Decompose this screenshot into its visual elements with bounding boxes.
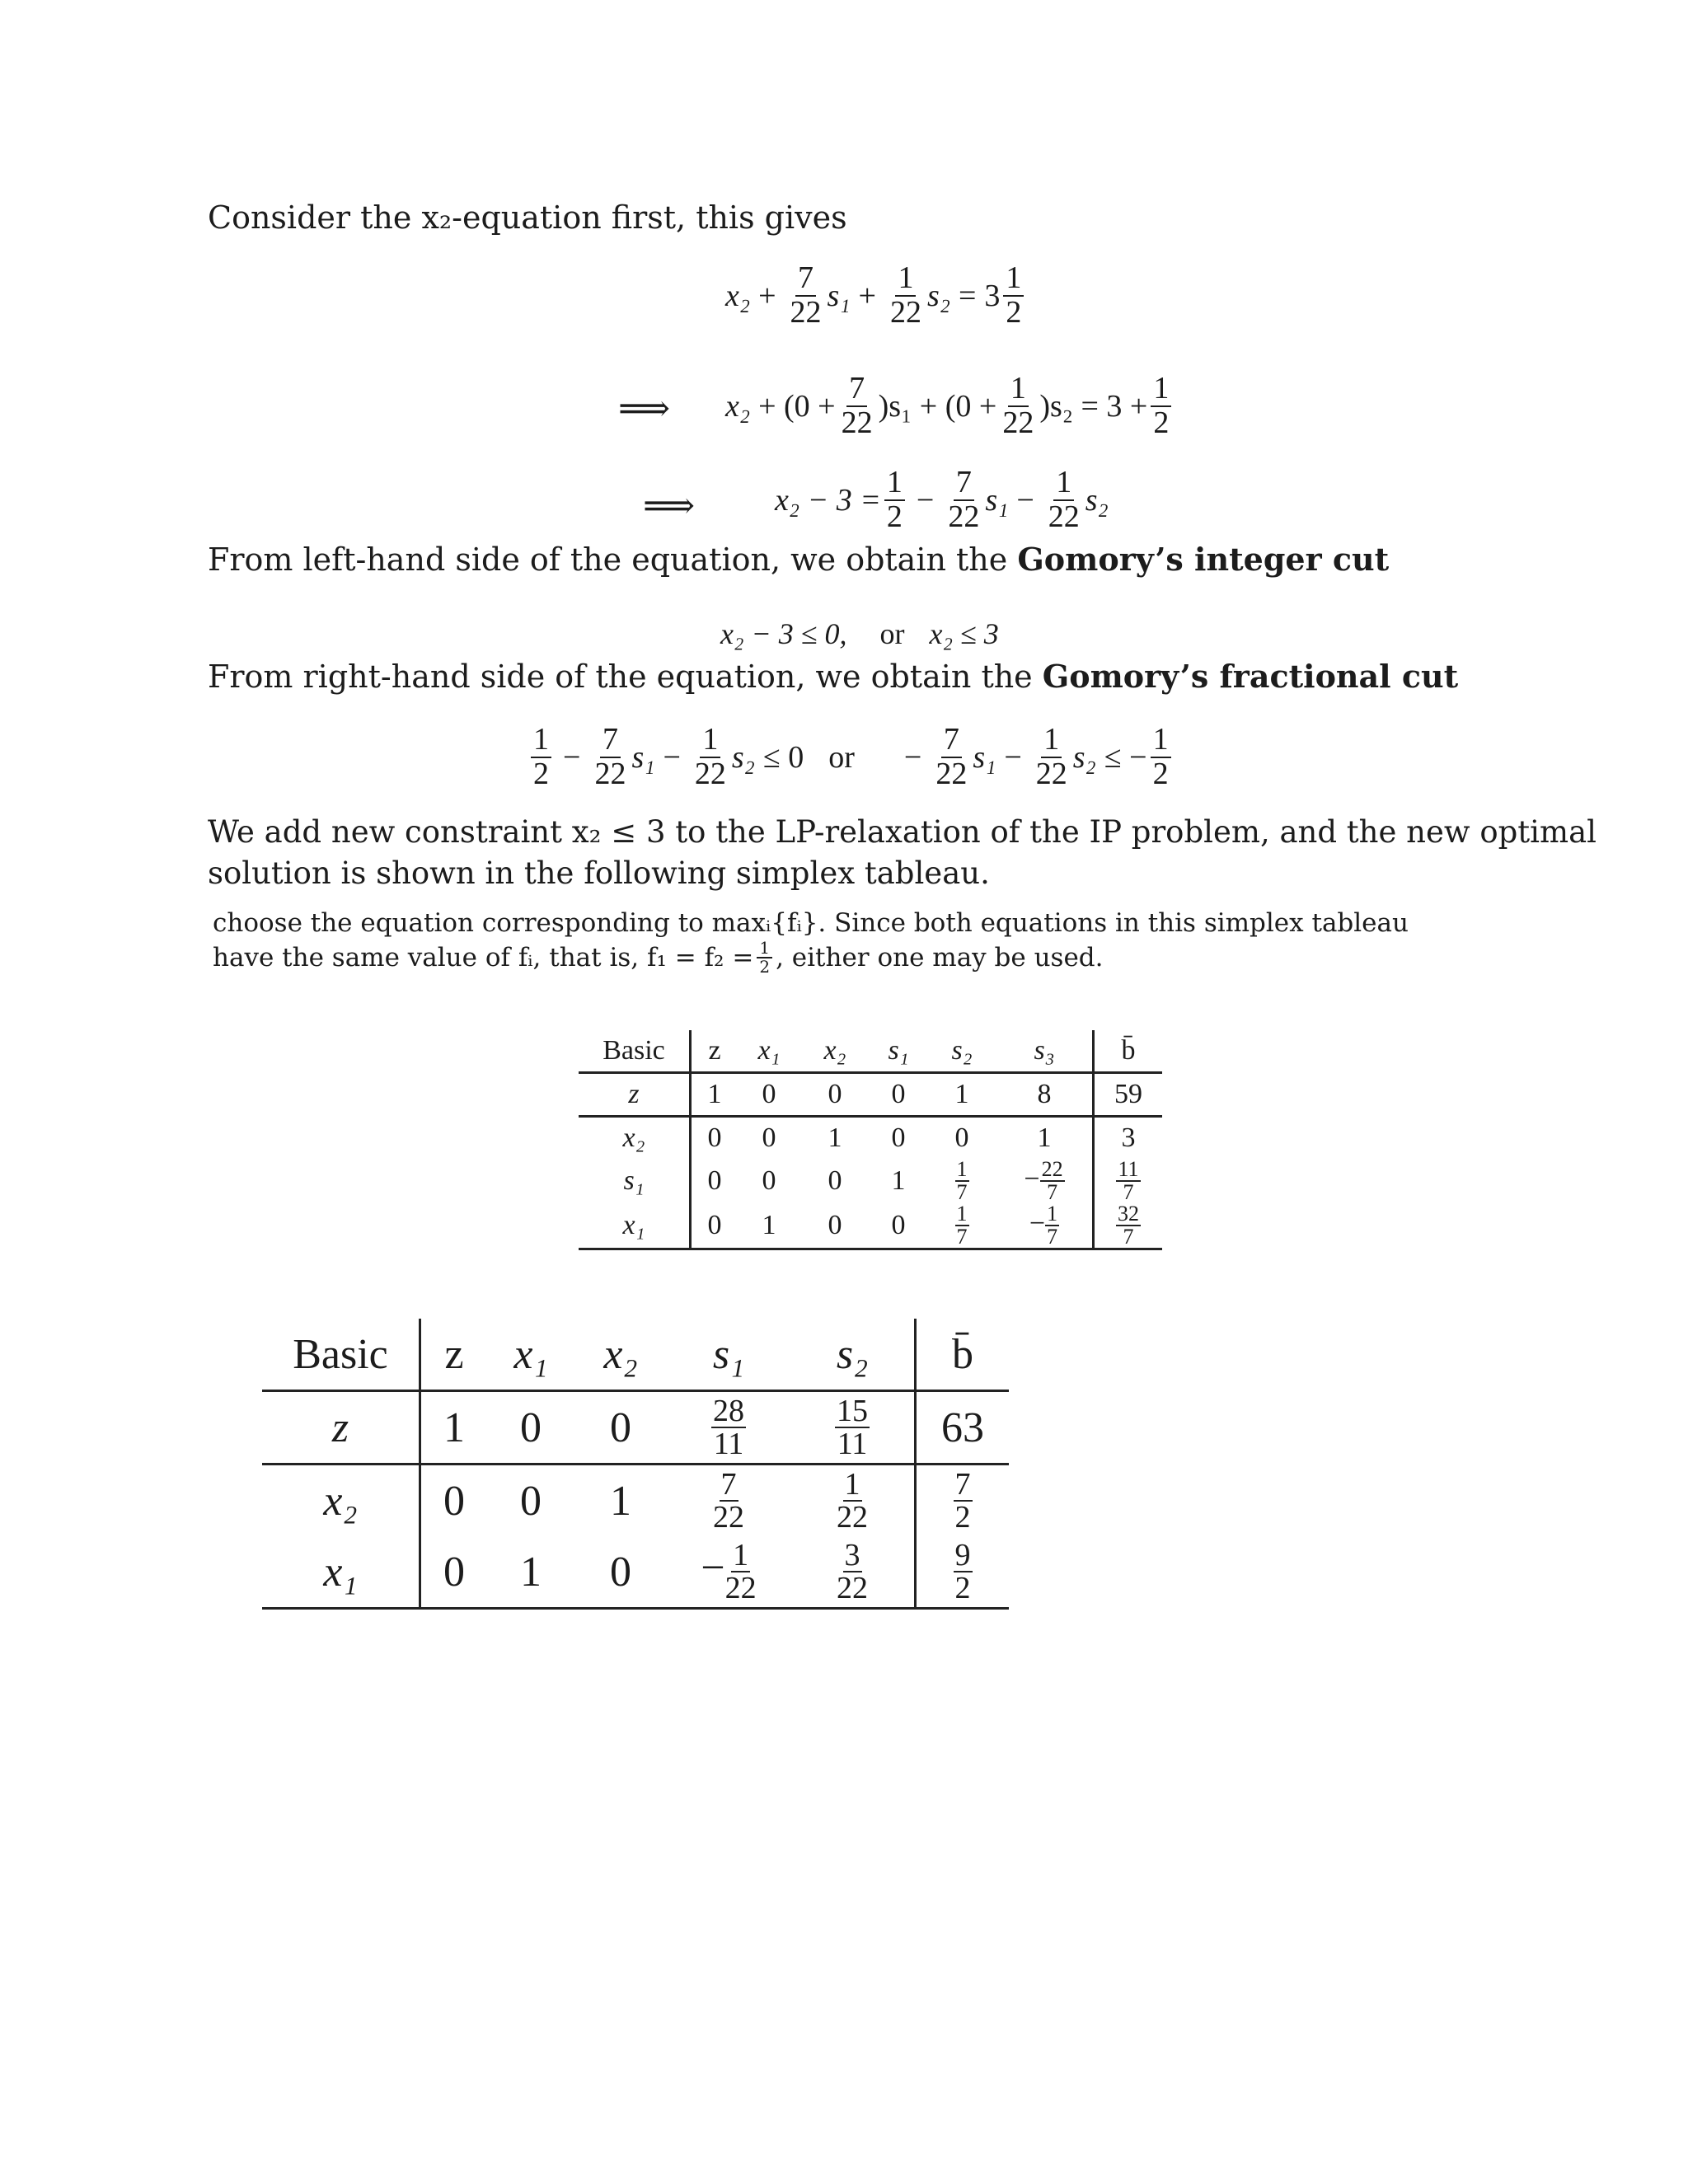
eq1-frac-2: $\frac{1}{22}$ xyxy=(889,260,921,330)
eq3-s2: s₂ xyxy=(1085,482,1109,518)
paragraph-new-constraint-line2: solution is shown in the following simplex tableau. xyxy=(208,855,990,891)
cut2-le: ≤ 0 xyxy=(762,739,804,775)
implies-arrow-1: ⟹ xyxy=(618,387,671,429)
tableau-2-row xyxy=(262,1391,1009,1465)
tableau-1-cell-r2-c2: 0 xyxy=(762,1165,776,1196)
paragraph-choose-line2-b: , either one may be used. xyxy=(776,943,1104,972)
tableau-1-row xyxy=(579,1203,1162,1249)
tableau-1-cell-r3-c5: $\frac{1}{7}$ xyxy=(927,1203,996,1249)
tableau-2-header-1: z xyxy=(420,1319,488,1391)
tableau-1-header-1: z xyxy=(691,1030,738,1073)
tableau-1-cell-r0-c6: 8 xyxy=(1037,1079,1052,1109)
tableau-1-cell-r1-c7: 3 xyxy=(1094,1117,1163,1160)
eq1-plus: + xyxy=(758,278,776,313)
tableau-2-cell-r1-c3: 1 xyxy=(574,1465,667,1537)
fractional-cut-equation xyxy=(528,724,1175,791)
paragraph-intro: Consider the x₂-equation first, this gives xyxy=(208,199,847,236)
tableau-1-cell-r0-c2: 0 xyxy=(762,1079,776,1109)
cut2-minus-1: − xyxy=(563,739,581,775)
eq1-frac-1: $\frac{7}{22}$ xyxy=(790,260,822,330)
eq2-frac-1: $\frac{7}{22}$ xyxy=(841,371,873,440)
tableau-2-header-2: x₁ xyxy=(487,1319,574,1391)
eq1-s1: s₁ xyxy=(827,278,851,313)
tableau-2-cell-r0-c6: 63 xyxy=(916,1391,1010,1465)
cut1-right: x₂ ≤ 3 xyxy=(929,617,999,650)
eq3-s1: s₁ xyxy=(985,482,1009,518)
tableau-1-header-0: Basic xyxy=(579,1030,691,1073)
tableau-2-cell-r2-c3: 0 xyxy=(574,1536,667,1609)
tableau-1-cell-r3-c7: $\frac{32}{7}$ xyxy=(1094,1203,1163,1249)
tableau-2-cell-r1-c5: $\frac{1}{22}$ xyxy=(790,1465,916,1537)
cut2-s1: s₁ xyxy=(631,739,655,775)
cut2-s1b: s₁ xyxy=(973,739,996,775)
tableau-1-header-2: x₁ xyxy=(738,1030,800,1073)
tableau-2-cell-r1-c4: $\frac{7}{22}$ xyxy=(667,1465,790,1537)
cut2-frac-c: $\frac{1}{22}$ xyxy=(694,722,726,791)
tableau-1-cell-r3-c2: 1 xyxy=(738,1203,800,1249)
simplex-tableau-2 xyxy=(262,1319,1009,1610)
tableau-1-cell-r0-c3: 0 xyxy=(828,1079,842,1109)
tableau-2-cell-r2-c0: x₁ xyxy=(262,1536,420,1609)
fractional-cut-term: Gomory’s fractional cut xyxy=(1042,658,1459,695)
tableau-1-header-4: s₁ xyxy=(870,1030,927,1073)
tableau-1-cell-r2-c3: 0 xyxy=(828,1165,842,1196)
paragraph-choose-half: $\frac{1}{2}$ xyxy=(757,940,772,976)
eq2-end: )s₂ = 3 + xyxy=(1039,388,1148,424)
eq1-s2: s₂ xyxy=(926,278,950,313)
cut2-or: or xyxy=(828,739,855,775)
eq2-mid: )s₁ + (0 + xyxy=(878,388,997,424)
tableau-2-cell-r1-c6: $\frac{7}{2}$ xyxy=(916,1465,1010,1537)
tableau-1-cell-r1-c4: 0 xyxy=(870,1117,927,1160)
tableau-2-header-3: x₂ xyxy=(574,1319,667,1391)
cut2-frac-d: $\frac{7}{22}$ xyxy=(935,722,968,791)
cut1-or: or xyxy=(879,617,905,650)
eq1-rhs-whole: 3 xyxy=(984,278,1001,313)
eq3-frac-2: $\frac{1}{22}$ xyxy=(1048,465,1080,534)
tableau-1-cell-r3-c0: x₁ xyxy=(579,1203,691,1249)
integer-cut-term: Gomory’s integer cut xyxy=(1017,541,1390,578)
eq2-rhs-frac: $\frac{1}{2}$ xyxy=(1151,373,1171,440)
equation-1 xyxy=(725,262,1027,330)
cut1-left: x₂ − 3 ≤ 0, xyxy=(720,617,847,650)
paragraph-choose-line2-a: have the same value of fᵢ, that is, f₁ = f₂ = xyxy=(213,943,754,972)
eq2-open: + (0 + xyxy=(758,388,836,424)
tableau-1-row xyxy=(579,1159,1162,1203)
eq2-lhs-var: x₂ xyxy=(725,388,751,424)
tableau-1-cell-r1-c3: 1 xyxy=(800,1117,870,1160)
cut2-minus-2: − xyxy=(663,739,681,775)
tableau-2-header-row xyxy=(262,1319,1009,1391)
paragraph-integer-cut xyxy=(208,541,1389,578)
tableau-1-cell-r2-c0: s₁ xyxy=(623,1165,645,1196)
tableau-2-row xyxy=(262,1465,1009,1537)
tableau-2-cell-r1-c1: 0 xyxy=(420,1465,488,1537)
tableau-2-cell-r0-c4: $\frac{28}{11}$ xyxy=(713,1394,744,1461)
tableau-2-cell-r0-c1: 1 xyxy=(420,1391,488,1465)
tableau-1-cell-r0-c5: 1 xyxy=(954,1079,969,1109)
tableau-2-cell-r2-c4: − $\frac{1}{22}$ xyxy=(667,1536,790,1609)
tableau-1-cell-r1-c5: 0 xyxy=(927,1117,996,1160)
cut2-minus-3: − xyxy=(903,739,922,775)
tableau-1-cell-r3-c3: 0 xyxy=(800,1203,870,1249)
implies-arrow-2: ⟹ xyxy=(643,485,696,527)
eq3-lhs: x₂ − 3 = xyxy=(775,482,881,518)
eq3-frac-0: $\frac{1}{2}$ xyxy=(884,466,905,534)
tableau-2-cell-r0-c3: 0 xyxy=(610,1404,631,1451)
tableau-1-header-3: x₂ xyxy=(800,1030,870,1073)
paragraph-fractional-cut xyxy=(208,658,1458,695)
tableau-1-cell-r2-c7: $\frac{11}{7}$ xyxy=(1094,1159,1163,1203)
cut2-minus-4: − xyxy=(1004,739,1022,775)
cut2-s2b: s₂ xyxy=(1072,739,1096,775)
tableau-1-cell-r0-c1: 1 xyxy=(691,1073,738,1117)
paragraph-choose-line1: choose the equation corresponding to maxᵢ{fᵢ}. Since both equations in this simplex tableau xyxy=(213,908,1409,938)
eq1-rhs-frac: $\frac{1}{2}$ xyxy=(1003,262,1024,330)
tableau-1-cell-r0-c0: z xyxy=(628,1079,640,1109)
tableau-1-cell-r2-c4: 1 xyxy=(891,1165,906,1196)
tableau-2-cell-r2-c5: $\frac{3}{22}$ xyxy=(790,1536,916,1609)
tableau-1-header-6: s₃ xyxy=(996,1030,1094,1073)
paragraph-fractional-cut-text: From right-hand side of the equation, we obtain the xyxy=(208,658,1043,695)
tableau-1-cell-r3-c6: − $\frac{1}{7}$ xyxy=(996,1203,1094,1249)
tableau-1-cell-r1-c1: 0 xyxy=(691,1117,738,1160)
cut2-s2: s₂ xyxy=(731,739,755,775)
cut2-frac-e: $\frac{1}{22}$ xyxy=(1035,722,1067,791)
tableau-1-cell-r2-c5: $\frac{1}{7}$ xyxy=(956,1157,968,1204)
eq1-equals: = xyxy=(958,278,977,313)
cut2-frac-a: $\frac{1}{2}$ xyxy=(531,724,551,791)
paragraph-choose-line2 xyxy=(213,940,1104,976)
tableau-1-cell-r3-c4: 0 xyxy=(870,1203,927,1249)
equation-2 xyxy=(725,373,1175,440)
tableau-1-header-5: s₂ xyxy=(927,1030,996,1073)
tableau-2-cell-r1-c2: 0 xyxy=(487,1465,574,1537)
eq2-frac-2: $\frac{1}{22}$ xyxy=(1002,371,1034,440)
cut2-frac-b: $\frac{7}{22}$ xyxy=(594,722,626,791)
tableau-1-header-7: b̄ xyxy=(1094,1030,1163,1073)
tableau-1-row xyxy=(579,1073,1162,1117)
tableau-1-cell-r0-c4: 0 xyxy=(891,1079,906,1109)
tableau-2-header-0: Basic xyxy=(262,1319,420,1391)
tableau-2-cell-r2-c2: 1 xyxy=(487,1536,574,1609)
tableau-2-cell-r0-c2: 0 xyxy=(520,1404,542,1451)
paragraph-new-constraint-line1: We add new constraint x₂ ≤ 3 to the LP-relaxation of the IP problem, and the new optimal xyxy=(208,814,1597,850)
tableau-2-header-5: s₂ xyxy=(790,1319,916,1391)
tableau-1-cell-r2-c6: − $\frac{22}{7}$ xyxy=(1024,1157,1063,1204)
tableau-2-cell-r0-c0: z xyxy=(331,1404,349,1451)
paragraph-integer-cut-text: From left-hand side of the equation, we obtain the xyxy=(208,541,1018,578)
eq1-plus-2: + xyxy=(858,278,876,313)
cut2-le2: ≤ − xyxy=(1104,739,1147,775)
tableau-1-row xyxy=(579,1117,1162,1160)
cut2-frac-g: $\frac{1}{2}$ xyxy=(1151,724,1171,791)
tableau-1-header-row xyxy=(579,1030,1162,1073)
integer-cut-equation xyxy=(720,616,999,651)
equation-3 xyxy=(775,466,1109,534)
tableau-2-row xyxy=(262,1536,1009,1609)
tableau-1-cell-r3-c1: 0 xyxy=(691,1203,738,1249)
eq3-minus-2: − xyxy=(1016,482,1034,518)
simplex-tableau-1 xyxy=(579,1030,1162,1250)
eq1-lhs-var: x₂ xyxy=(725,278,751,313)
tableau-2-header-4: s₁ xyxy=(667,1319,790,1391)
tableau-1-cell-r0-c7: 59 xyxy=(1094,1073,1163,1117)
tableau-2-cell-r0-c5: $\frac{15}{11}$ xyxy=(837,1394,868,1461)
eq3-minus-1: − xyxy=(916,482,935,518)
tableau-1-cell-r2-c1: 0 xyxy=(691,1159,738,1203)
eq3-frac-1: $\frac{7}{22}$ xyxy=(948,465,980,534)
tableau-1-cell-r1-c6: 1 xyxy=(996,1117,1094,1160)
tableau-2-header-6: b̄ xyxy=(916,1319,1010,1391)
tableau-2-cell-r1-c0: x₂ xyxy=(262,1465,420,1537)
tableau-1-cell-r1-c0: x₂ xyxy=(579,1117,691,1160)
tableau-1-cell-r1-c2: 0 xyxy=(738,1117,800,1160)
tableau-2-cell-r2-c1: 0 xyxy=(420,1536,488,1609)
tableau-2-cell-r2-c6: $\frac{9}{2}$ xyxy=(916,1536,1010,1609)
